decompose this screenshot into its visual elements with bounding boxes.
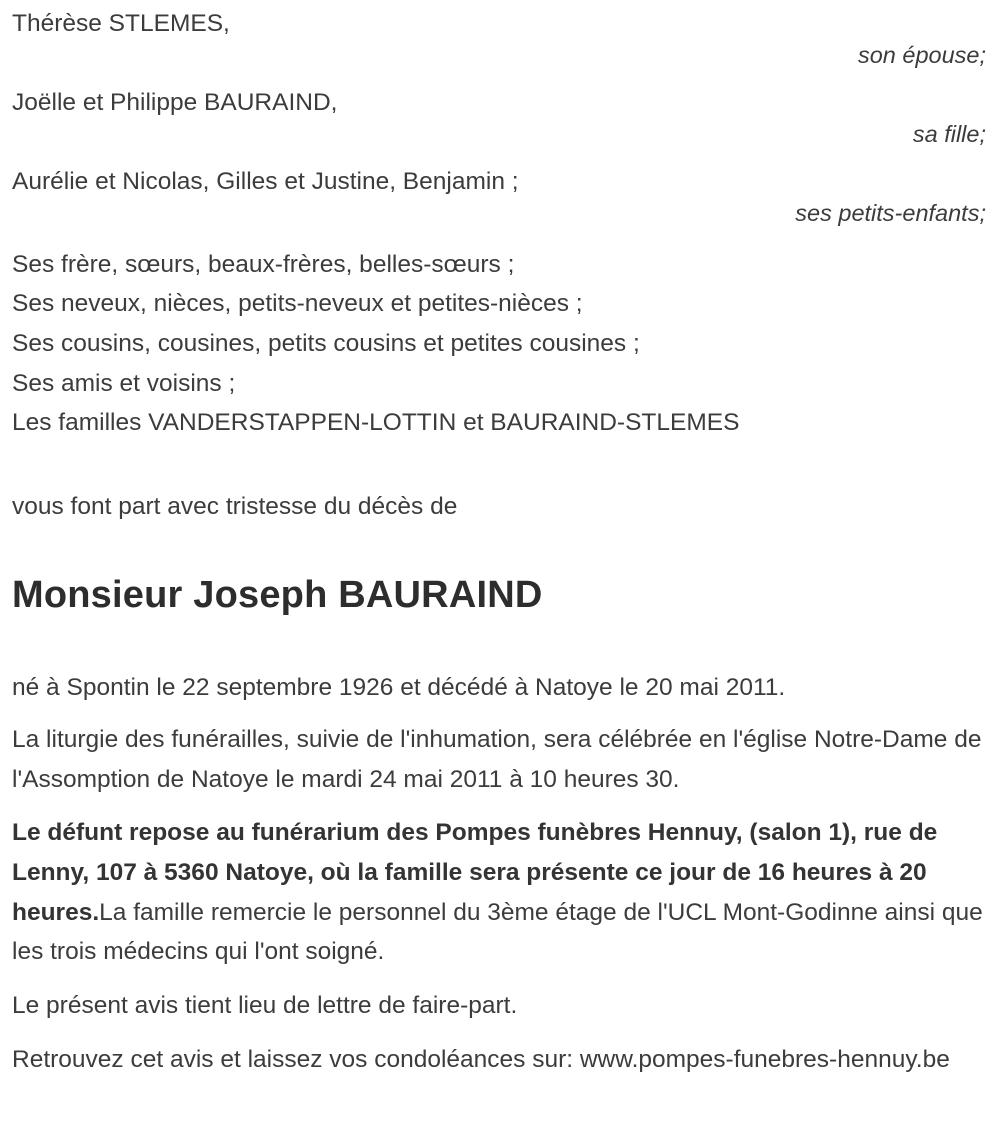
family-name: Aurélie et Nicolas, Gilles et Justine, Benjamin ; xyxy=(12,167,519,195)
notice-body xyxy=(12,668,988,1079)
family-couplet xyxy=(12,87,988,150)
relatives-list xyxy=(12,245,988,443)
announcement-text: vous font part avec tristesse du décès de xyxy=(12,493,458,521)
family-relation: sa fille; xyxy=(912,121,986,148)
family-couplet xyxy=(12,8,988,71)
relatives-line: Ses cousins, cousines, petits cousins et petites cousines ; xyxy=(12,330,640,357)
faire-part-line: Le présent avis tient lieu de lettre de faire-part. xyxy=(12,992,518,1020)
funerarium-bold-text: Le défunt repose au funérarium des Pompes funèbres Hennuy, (salon 1), rue de Lenny, 107 à 5360 Natoye, où la famille sera présente ce jour de 16 heures à 20 heures. xyxy=(12,819,938,926)
relatives-line: Les familles VANDERSTAPPEN-LOTTIN et BAURAIND-STLEMES xyxy=(12,409,740,437)
family-name: Joëlle et Philippe BAURAIND, xyxy=(12,88,338,116)
liturgy-paragraph: La liturgie des funérailles, suivie de l'inhumation, sera célébrée en l'église Notre-Dame de l'Assomption de Natoye le mardi 24 mai 2011 à 10 heures 30. xyxy=(12,726,982,793)
relatives-line: Ses frère, sœurs, beaux-frères, belles-sœurs ; xyxy=(12,250,515,278)
family-relation: son épouse; xyxy=(857,42,986,69)
family-relation: ses petits-enfants; xyxy=(795,200,986,227)
relatives-line: Ses amis et voisins ; xyxy=(12,369,236,397)
funerarium-paragraph xyxy=(12,813,988,972)
family-list xyxy=(12,8,988,443)
family-couplet xyxy=(12,166,988,229)
deceased-name: Monsieur Joseph BAURAIND xyxy=(12,573,543,616)
family-name: Thérèse STLEMES, xyxy=(12,10,230,37)
thanks-text: La famille remercie le personnel du 3ème étage de l'UCL Mont-Godinne ainsi que les trois médecins qui l'ont soigné. xyxy=(12,898,983,966)
relatives-line: Ses neveux, nièces, petits-neveux et petites-nièces ; xyxy=(12,290,583,318)
condolences-line: Retrouvez cet avis et laissez vos condoléances sur: www.pompes-funebres-hennuy.be xyxy=(12,1045,950,1073)
birth-death-line: né à Spontin le 22 septembre 1926 et décédé à Natoye le 20 mai 2011. xyxy=(12,674,786,702)
